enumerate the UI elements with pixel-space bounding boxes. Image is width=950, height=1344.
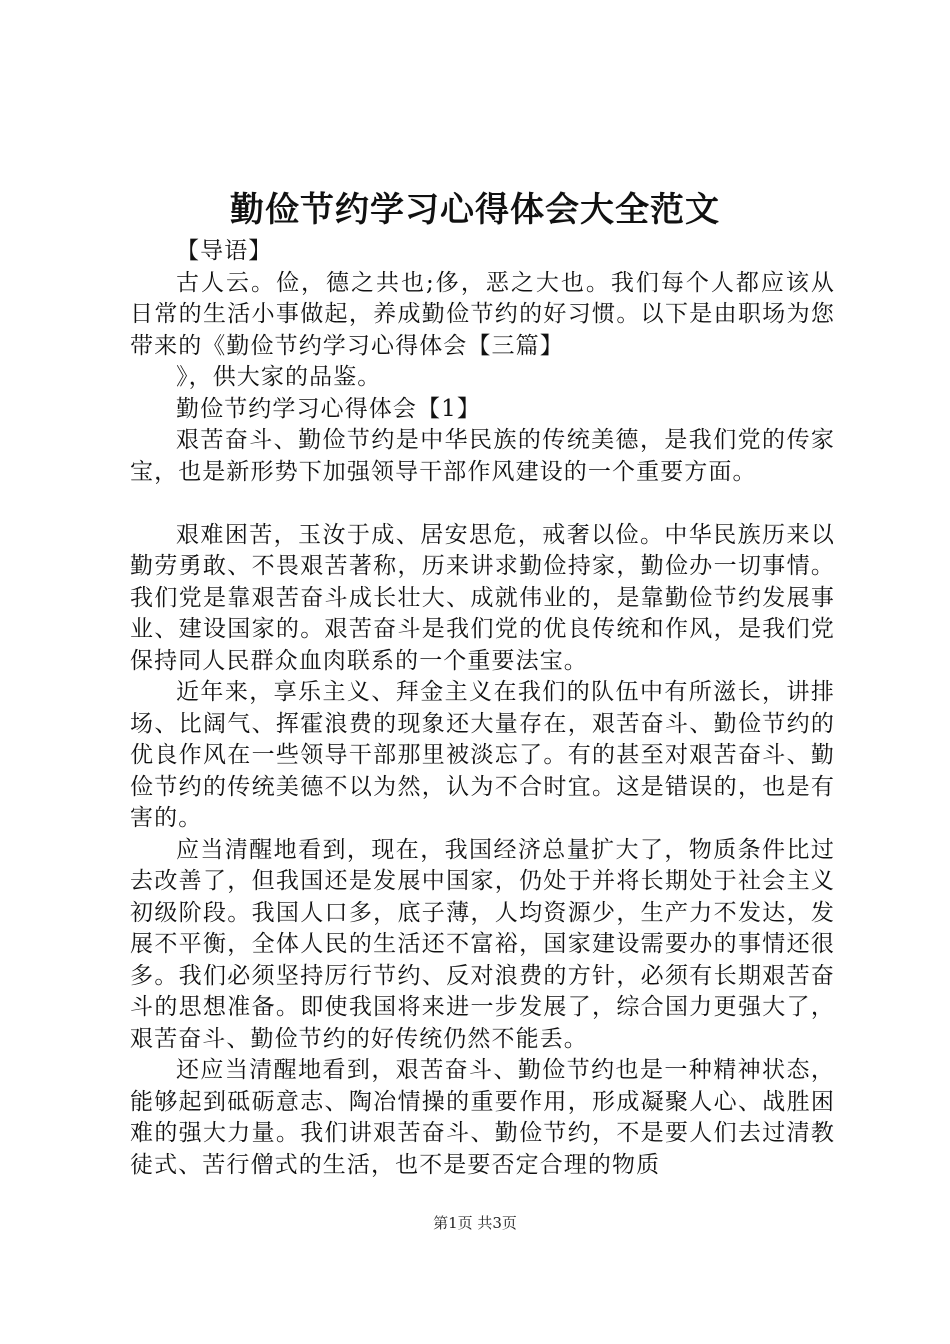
paragraph-5: 还应当清醒地看到，艰苦奋斗、勤俭节约也是一种精神状态，能够起到砥砺意志、陶冶情操的重要作用，形成凝聚人心、战胜困难的强大力量。我们讲艰苦奋斗、勤俭节约，不是要人们去过清教徒式、苦行僧式的生活，也不是要否定合理的物质 <box>130 1057 835 1178</box>
paragraph-3: 近年来，享乐主义、拜金主义在我们的队伍中有所滋长，讲排场、比阔气、挥霍浪费的现象还大量存在，艰苦奋斗、勤俭节约的优良作风在一些领导干部那里被淡忘了。有的甚至对艰苦奋斗、勤俭节约的传统美德不以为然，认为不合时宜。这是错误的，也是有害的。 <box>130 679 835 831</box>
paragraph-4: 应当清醒地看到，现在，我国经济总量扩大了，物质条件比过去改善了，但我国还是发展中国家，仍处于并将长期处于社会主义初级阶段。我国人口多，底子薄，人均资源少，生产力不发达，发展不平衡，全体人民的生活还不富裕，国家建设需要办的事情还很多。我们必须坚持厉行节约、反对浪费的方针，必须有长期艰苦奋斗的思想准备。即使我国将来进一步发展了，综合国力更强大了，艰苦奋斗、勤俭节约的好传统仍然不能丢。 <box>130 836 835 1052</box>
paragraph-2: 艰难困苦，玉汝于成、居安思危，戒奢以俭。中华民族历来以勤劳勇敢、不畏艰苦著称，历来讲求勤俭持家，勤俭办一切事情。我们党是靠艰苦奋斗成长壮大、成就伟业的，是靠勤俭节约发展事业、建设国家的。艰苦奋斗是我们党的优良传统和作风，是我们党保持同人民群众血肉联系的一个重要法宝。 <box>130 521 835 674</box>
paragraph-lead-label: 【导语】 <box>176 238 273 264</box>
document-title: 勤俭节约学习心得体会大全范文 <box>230 190 720 230</box>
paragraph-intro-end: 》，供大家的品鉴。 <box>176 364 382 390</box>
paragraph-1: 艰苦奋斗、勤俭节约是中华民族的传统美德，是我们党的传家宝，也是新形势下加强领导干部作风建设的一个重要方面。 <box>130 427 835 485</box>
paragraph-intro: 古人云。俭，德之共也;侈，恶之大也。我们每个人都应该从日常的生活小事做起，养成勤俭节约的好习惯。以下是由职场为您带来的《勤俭节约学习心得体会【三篇】 <box>130 269 835 359</box>
page-number-footer: 第1页 共3页 <box>433 1214 517 1232</box>
blank-line <box>130 488 835 520</box>
section-heading-1: 勤俭节约学习心得体会【1】 <box>176 395 481 422</box>
document-body <box>130 236 835 1181</box>
